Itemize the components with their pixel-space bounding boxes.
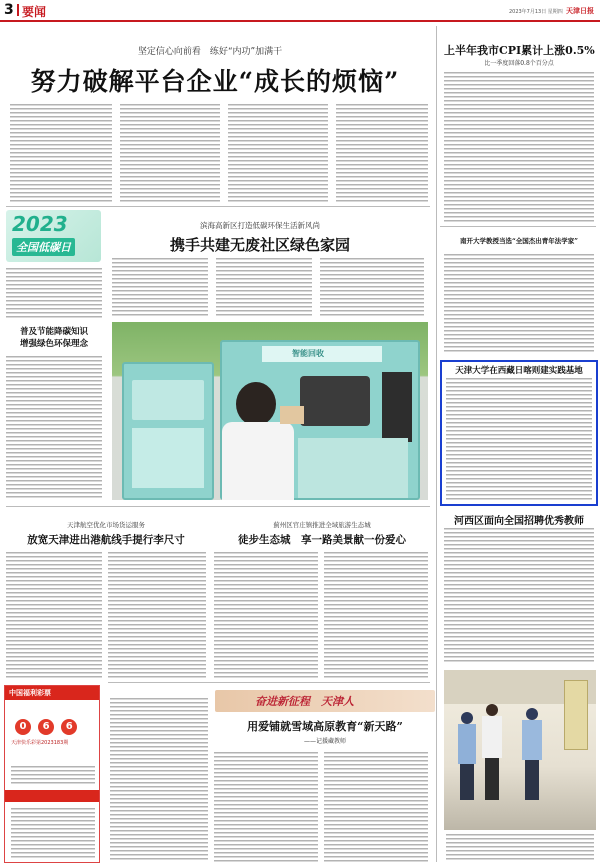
lead-kicker: 坚定信心向前看 练好“内功”加满干: [137, 47, 283, 57]
airline-body: [108, 552, 206, 678]
feature-banner: [215, 690, 435, 712]
airline-kicker: 天津航空优化市场货运服务: [67, 521, 145, 529]
lead-body: [228, 104, 328, 204]
eco-city-body: [214, 552, 318, 678]
lottery-caption: 天津快乐彩第2023183期: [11, 740, 69, 746]
photo-caption: [446, 834, 594, 862]
page-number: 3: [4, 2, 14, 18]
officer-figure: [458, 712, 476, 800]
cpi-subheadline: 比一季度回落0.8个百分点: [484, 60, 554, 67]
logo-year: 2023: [12, 212, 68, 236]
page-header: [0, 0, 600, 22]
cpi-body: [444, 72, 594, 222]
divider: [440, 226, 596, 227]
lottery-ball: 6: [38, 719, 54, 735]
bottom-left-body: [110, 698, 208, 862]
eco-headline: 携手共建无废社区绿色家园: [169, 236, 350, 254]
lead-body: [10, 104, 112, 204]
tju-body: [446, 378, 592, 502]
officer-figure: [522, 708, 542, 800]
machine-label: 智能回收: [292, 349, 324, 358]
officer-figure: [482, 704, 502, 800]
eco-body: [112, 258, 208, 318]
lottery-ball: 6: [61, 719, 77, 735]
eco-city-body: [324, 552, 428, 678]
hexi-body: [444, 528, 594, 664]
eco-body: [216, 258, 312, 318]
lottery-box: [4, 685, 100, 863]
divider: [108, 682, 430, 683]
divider: [6, 506, 430, 507]
banner-text: 奋进新征程 天津人: [255, 695, 354, 708]
lead-body: [336, 104, 428, 204]
recycling-photo: [112, 322, 428, 500]
nankai-body: [444, 254, 594, 352]
airline-headline: 放宽天津进出港航线手提行李尺寸: [27, 534, 185, 546]
eco-city-kicker: 蓟州区官庄镇推进全域旅游生态城: [273, 521, 371, 529]
officers-photo: [444, 670, 596, 830]
divider: [6, 206, 430, 207]
lottery-title-2: [5, 790, 99, 802]
lottery-table: [11, 808, 95, 858]
paper-name: 天津日报: [566, 7, 594, 15]
low-carbon-day-logo: [6, 210, 101, 262]
logo-text: 全国低碳日: [12, 238, 75, 256]
eco-body: [320, 258, 424, 318]
lead-headline: 努力破解平台企业“成长的烦恼”: [30, 67, 400, 96]
teacher-body: [214, 752, 318, 862]
lottery-table: [11, 766, 95, 786]
recycling-machine: [122, 362, 214, 500]
cpi-headline: 上半年我市CPI累计上涨0.5%: [444, 44, 595, 57]
column-divider: [436, 26, 437, 862]
eco-city-headline: 徒步生态城 享一路美景献一份爱心: [238, 534, 406, 546]
dateline-date: 2023年7月13日 星期四: [508, 9, 563, 15]
lottery-balls: [5, 700, 99, 735]
lead-body: [120, 104, 220, 204]
eco-side-headline: 普及节能降碳知识 增强绿色环保理念: [19, 327, 88, 349]
hexi-headline: 河西区面向全国招聘优秀教师: [454, 516, 584, 527]
person-figure: [218, 382, 298, 500]
eco-body: [6, 268, 102, 318]
teacher-headline: 用爱铺就雪域高原教育“新天路”: [247, 720, 403, 733]
eco-side-body: [6, 356, 102, 500]
teacher-body: [324, 752, 428, 862]
lottery-ball: 0: [15, 719, 31, 735]
lottery-title: 中国福利彩票: [5, 686, 99, 700]
dateline: [509, 6, 594, 16]
nankai-headline: 南开大学教授当选“全国杰出青年法学家”: [460, 237, 578, 245]
section-label: 要闻: [22, 5, 47, 19]
airline-body: [6, 552, 102, 678]
tju-headline: 天津大学在西藏日喀则建实践基地: [455, 366, 583, 376]
eco-kicker: 滨海高新区打造低碳环保生活新风尚: [200, 221, 320, 230]
teacher-subheadline: ——记援藏教师: [303, 738, 346, 745]
